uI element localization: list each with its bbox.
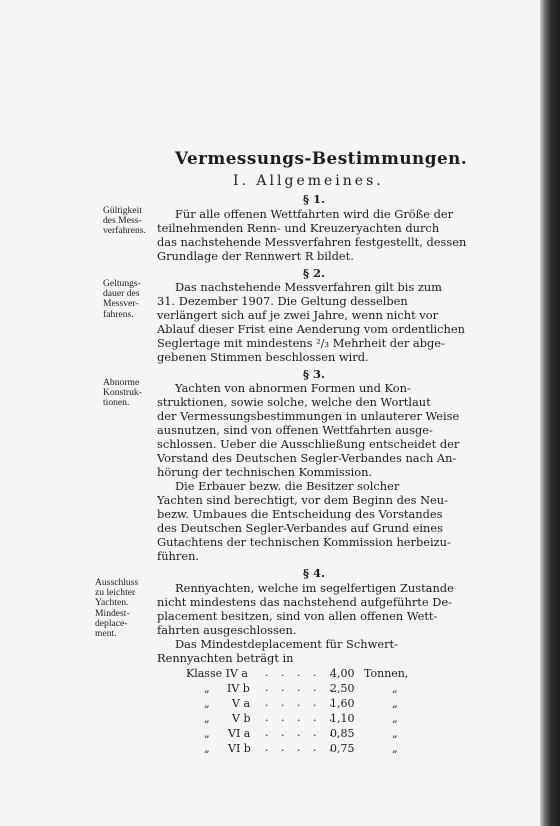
row-prefix: „ [204,697,210,710]
text-line: Grundlage der Rennwert R bildet. [157,249,354,263]
text-line: Yachten von abnormen Formen und Kon- [175,381,411,395]
text-line: bezw. Umbaues die Entscheidung des Vorstandes [157,507,443,521]
class-cell: IV b [227,682,250,695]
text-line: Seglertage mit mindestens ²/₃ Mehrheit der abge- [157,336,445,350]
text-line: Das nachstehende Messverfahren gilt bis zum [175,280,442,294]
text-line: verlängert sich auf je zwei Jahre, wenn nicht vor [157,308,439,322]
margin-note-line: ment. [95,628,117,640]
unit-cell: „ [392,697,398,710]
text-line: struktionen, sowie solche, welche den Wortlaut [157,395,431,409]
margin-note-line: Konstruk- [103,387,142,399]
margin-note-line: Gültigkeit [103,205,142,216]
class-cell: IV a [225,667,248,680]
page-binding-edge [540,0,560,826]
margin-note-line: Ausschluss [95,577,139,588]
text-line: führen. [157,549,200,563]
text-line: Vorstand des Deutschen Segler-Verbandes nach An- [157,451,457,465]
margin-note-line: Yachten. [95,597,129,609]
class-cell: VI b [228,742,251,755]
text-line: Gutachtens der technischen Kommission herbeizu- [157,535,451,549]
class-cell: V b [232,712,251,725]
text-line: gebenen Stimmen beschlossen wird. [157,350,369,364]
unit-cell: „ [392,742,398,755]
unit-cell: „ [392,727,398,740]
value-cell: 0,75 [330,742,355,755]
margin-note-2 [103,279,141,320]
paragraph-mark-3: § 3. [303,367,326,381]
value-cell: 1,10 [330,712,355,725]
text-line: Yachten sind berechtigt, vor dem Beginn des Neu- [157,493,448,507]
row-prefix: Klasse [186,667,223,680]
margin-note-line: Abnorme [103,377,140,388]
margin-note-3 [103,378,142,409]
row-prefix: „ [204,727,210,740]
table-row [186,667,248,680]
value-cell: 4,00 [330,667,355,680]
margin-note-line: fahrens. [103,308,134,320]
page-title: Vermessungs-Bestimmungen. [175,148,468,168]
text-line: placement besitzen, sind von allen offenen Wett- [157,609,438,623]
class-cell: VI a [228,727,251,740]
text-line: des Deutschen Segler-Verbandes auf Grund eines [157,521,443,535]
margin-note-line: Messver- [103,298,139,310]
value-cell: 1,60 [330,697,355,710]
text-line: das nachstehende Messverfahren festgestellt, dessen [157,235,467,249]
text-line: teilnehmenden Renn- und Kreuzeryachten durch [157,221,440,235]
text-line: schlossen. Ueber die Ausschließung entscheidet der [157,437,460,451]
unit-cell: Tonnen, [364,667,409,680]
paragraph-mark-1: § 1. [303,192,326,206]
text-line: 31. Dezember 1907. Die Geltung desselben [157,294,408,308]
margin-note-line: tionen. [103,397,130,409]
margin-note-1 [103,206,146,237]
margin-note-line: des Mess- [103,215,142,227]
margin-note-4 [95,578,138,639]
leader-dots: . . . . . [265,696,337,709]
leader-dots: . . . . . [265,681,337,694]
text-line: Das Mindestdeplacement für Schwert- [175,637,398,651]
unit-cell: „ [392,682,398,695]
text-line: Die Erbauer bezw. die Besitzer solcher [175,479,400,493]
margin-note-line: deplace- [95,617,128,629]
value-cell: 2,50 [330,682,355,695]
text-line: Für alle offenen Wettfahrten wird die Größe der [175,207,454,221]
margin-note-line: verfahrens. [103,225,146,237]
row-prefix: „ [204,742,210,755]
margin-note-line: dauer des [103,288,140,300]
text-line: Rennyachten beträgt in [157,651,294,665]
leader-dots: . . . . . [265,711,337,724]
text-line: nicht mindestens das nachstehend aufgeführte De- [157,595,452,609]
text-line: Rennyachten, welche im segelfertigen Zustande [175,581,454,595]
paragraph-mark-2: § 2. [303,266,326,280]
text-line: fahrten ausgeschlossen. [157,623,297,637]
paragraph-mark-4: § 4. [303,566,326,580]
text-line: ausnutzen, sind von offenen Wettfahrten ausge- [157,423,433,437]
margin-note-line: Mindest- [95,607,130,619]
leader-dots: . . . . . [265,741,337,754]
value-cell: 0,85 [330,727,355,740]
unit-cell: „ [392,712,398,725]
row-prefix: „ [204,682,210,695]
margin-note-line: Geltungs- [103,278,141,289]
text-line: Ablauf dieser Frist eine Aenderung vom ordentlichen [157,322,465,336]
row-prefix: „ [204,712,210,725]
leader-dots: . . . . . [265,666,337,679]
text-line: der Vermessungsbestimmungen in unlauterer Weise [157,409,460,423]
margin-note-line: zu leichter [95,587,136,599]
leader-dots: . . . . . [265,726,337,739]
text-line: hörung der technischen Kommission. [157,465,373,479]
class-cell: V a [232,697,250,710]
section-heading: I. Allgemeines. [233,173,384,189]
